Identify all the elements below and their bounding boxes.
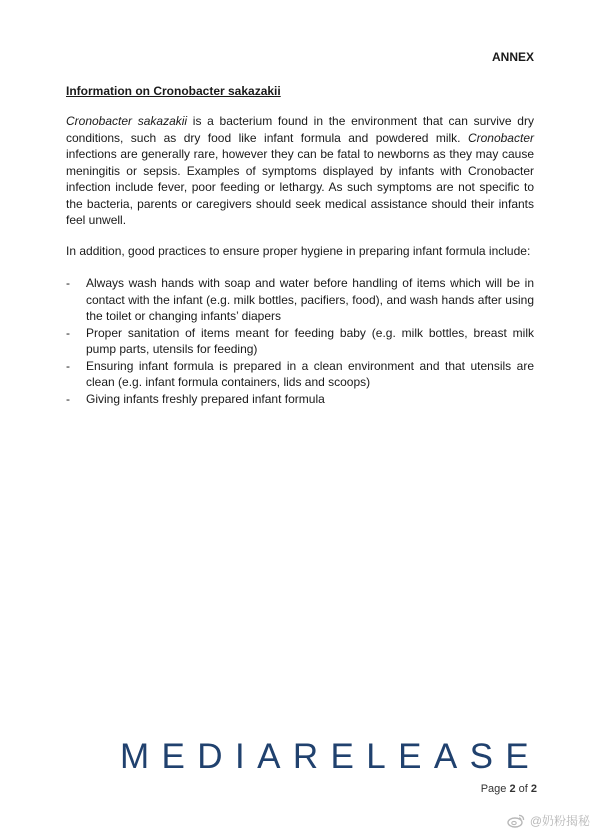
bullet-dash: - <box>66 391 70 406</box>
list-item-text: Ensuring infant formula is prepared in a clean environment and that utensils are clean (e.g. infant formula containers, lids and scoops) <box>86 358 534 389</box>
section-heading: Information on Cronobacter sakazakii <box>66 84 281 98</box>
media-release-banner: MEDIARELEASE <box>120 737 542 776</box>
page-number <box>481 783 537 795</box>
intro-text-a: is a bacterium found in the environment that can survive dry conditions, such as dry food like infant formula and powdered milk. <box>66 114 534 145</box>
page-current: 2 <box>509 783 516 795</box>
page-prefix: Page <box>480 783 510 795</box>
species-name-italic: Cronobacter sakazakii <box>66 114 188 128</box>
weibo-icon <box>507 813 525 828</box>
intro-paragraph <box>66 113 534 229</box>
list-item-text: Proper sanitation of items meant for feeding baby (e.g. milk bottles, breast milk pump parts, utensils for feeding) <box>86 325 534 356</box>
annex-label: ANNEX <box>491 50 534 64</box>
intro-text-b: infections are generally rare, however they can be fatal to newborns as they may cause meningitis or sepsis. Examples of symptoms displayed by infants with Cronobacter infection include fever, poor feeding or lethargy. As such symptoms are not specific to the bacteria, parents or caregivers should seek medical assistance should their infants feel unwell. <box>66 147 534 227</box>
page-of: of <box>515 783 531 795</box>
list-item <box>66 358 534 391</box>
bullet-dash: - <box>66 325 70 340</box>
watermark <box>507 812 590 829</box>
watermark-text: @奶粉揭秘 <box>529 814 590 828</box>
bullet-dash: - <box>66 276 70 290</box>
bullet-dash: - <box>66 358 70 373</box>
list-item-text: Always wash hands with soap and water before handling of items which will be in contact with the infant (e.g. milk bottles, pacifiers, food), and wash hands after using the toilet or changing infants’ diapers <box>86 276 534 323</box>
list-item <box>66 391 534 408</box>
hygiene-list <box>66 275 534 407</box>
list-item <box>66 275 534 325</box>
page-total: 2 <box>530 783 537 795</box>
hygiene-paragraph: In addition, good practices to ensure proper hygiene in preparing infant formula include: <box>66 244 531 258</box>
list-item-text: Giving infants freshly prepared infant formula <box>86 391 325 406</box>
genus-name-italic: Cronobacter <box>467 130 534 145</box>
list-item <box>66 325 534 358</box>
